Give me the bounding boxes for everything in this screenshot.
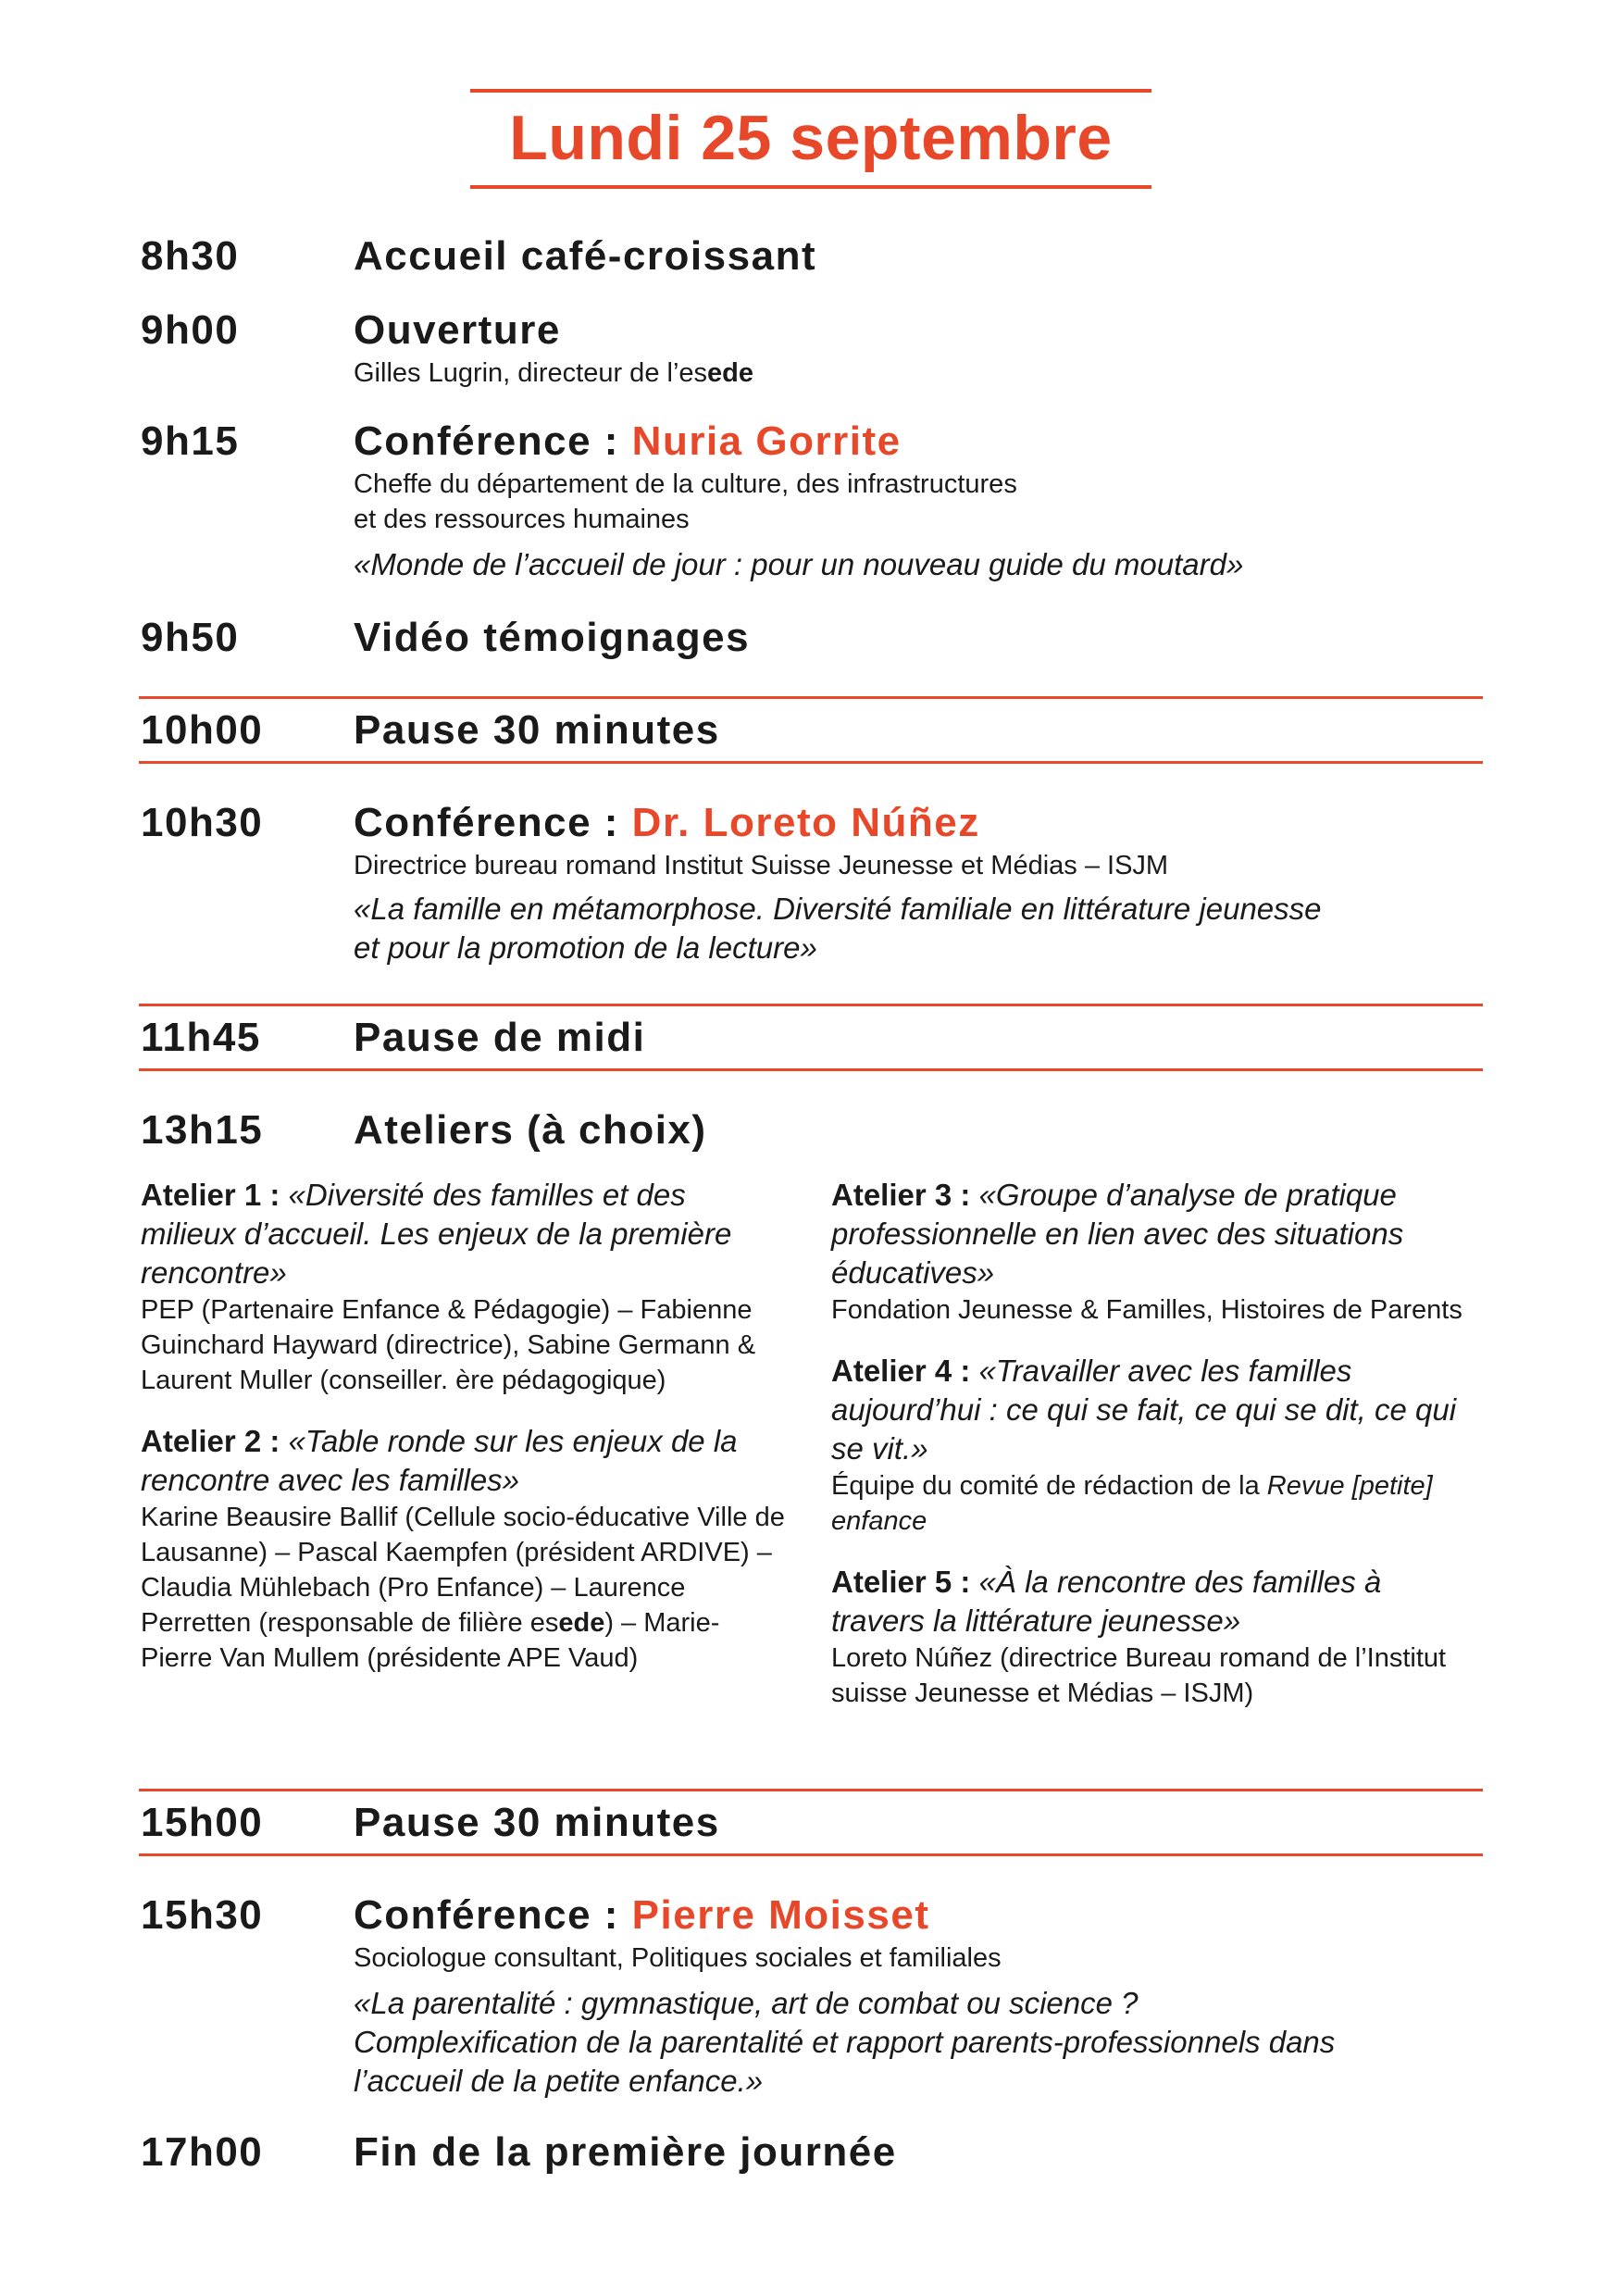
item-fin: Fin de la première journée	[354, 2129, 897, 2175]
item-pause-1: Pause 30 minutes	[354, 707, 720, 753]
conference-nunez-role: Directrice bureau romand Institut Suisse Jeunesse et Médias – ISJM	[354, 851, 1169, 880]
conference-nunez-title-1: «La famille en métamorphose. Diversité familiale en littérature jeunesse	[354, 892, 1322, 926]
atelier-5: Atelier 5 : «À la rencontre des familles à travers la littérature jeunesse» Loreto Núñez (directrice Bureau romand de l’Institut suisse Jeunesse et Médias – ISJM)	[831, 1565, 1447, 1708]
time-11h45: 11h45	[141, 1015, 261, 1060]
atelier-1: Atelier 1 : «Diversité des familles et des milieux d’accueil. Les enjeux de la première rencontre» PEP (Partenaire Enfance & Pédagogie) – Fabienne Guinchard Hayward (directrice), Sabine Germann & Laurent Muller (conseiller. ère pédagogique)	[141, 1178, 756, 1395]
item-accueil: Accueil café-croissant	[354, 233, 817, 279]
divider	[139, 1004, 1483, 1006]
conference-moisset-title-1: «La parentalité : gymnastique, art de combat ou science ?	[354, 1986, 1139, 2020]
divider	[139, 761, 1483, 764]
item-pause-2: Pause 30 minutes	[354, 1800, 720, 1845]
time-9h15: 9h15	[141, 418, 240, 464]
time-8h30: 8h30	[141, 233, 240, 279]
item-pause-midi: Pause de midi	[354, 1015, 646, 1060]
conference-nunez-heading: Conférence : Dr. Loreto Núñez	[354, 800, 980, 845]
conference-gorrite-title: «Monde de l’accueil de jour : pour un nouveau guide du moutard»	[354, 547, 1244, 581]
time-15h00: 15h00	[141, 1800, 264, 1845]
page-title: Lundi 25 septembre	[509, 103, 1113, 173]
atelier-4: Atelier 4 : «Travailler avec les familles aujourd’hui : ce qui se fait, ce qui se dit, ce qui se vit.» Équipe du comité de rédaction de la Revue [petite] enfance	[831, 1354, 1457, 1536]
speaker-name: Nuria Gorrite	[631, 418, 902, 464]
divider	[139, 1068, 1483, 1071]
conference-moisset-title-3: l’accueil de la petite enfance.»	[354, 2064, 764, 2098]
time-15h30: 15h30	[141, 1892, 264, 1938]
ateliers-column-left	[141, 1176, 789, 1700]
atelier-2: Atelier 2 : «Table ronde sur les enjeux de la rencontre avec les familles» Karine Beausire Ballif (Cellule socio-éducative Ville de Lausanne) – Pascal Kaempfen (président ARDIVE) – Claudia Mühlebach (Pro Enfance) – Laurence Perretten (responsable de filière esede) – Marie-Pierre Van Mullem (présidente APE Vaud)	[141, 1424, 785, 1673]
page-title-block	[470, 89, 1151, 189]
time-17h00: 17h00	[141, 2129, 264, 2175]
speaker-name: Pierre Moisset	[631, 1892, 930, 1938]
divider	[139, 1789, 1483, 1791]
time-10h30: 10h30	[141, 800, 264, 845]
conference-moisset-role: Sociologue consultant, Politiques sociales et familiales	[354, 1943, 1002, 1973]
atelier-3: Atelier 3 : «Groupe d’analyse de pratique professionnelle en lien avec des situations éducatives» Fondation Jeunesse & Familles, Histoires de Parents	[831, 1178, 1462, 1325]
conference-gorrite-role-1: Cheffe du département de la culture, des infrastructures	[354, 469, 1017, 499]
divider	[139, 1853, 1483, 1856]
conference-moisset-heading: Conférence : Pierre Moisset	[354, 1892, 930, 1938]
ouverture-speaker: Gilles Lugrin, directeur de l’esede	[354, 358, 753, 388]
time-10h00: 10h00	[141, 707, 264, 753]
conference-moisset-title-2: Complexification de la parentalité et rapport parents-professionnels dans	[354, 2025, 1336, 2059]
item-video: Vidéo témoignages	[354, 615, 751, 660]
time-9h50: 9h50	[141, 615, 240, 660]
speaker-name: Dr. Loreto Núñez	[631, 800, 980, 845]
ateliers-column-right	[831, 1176, 1479, 1735]
item-ateliers: Ateliers (à choix)	[354, 1107, 707, 1153]
conference-gorrite-role-2: et des ressources humaines	[354, 505, 690, 534]
item-ouverture: Ouverture	[354, 307, 561, 353]
time-9h00: 9h00	[141, 307, 240, 353]
divider	[139, 696, 1483, 699]
time-13h15: 13h15	[141, 1107, 264, 1153]
conference-nunez-title-2: et pour la promotion de la lecture»	[354, 930, 817, 965]
conference-gorrite-heading: Conférence : Nuria Gorrite	[354, 418, 902, 464]
